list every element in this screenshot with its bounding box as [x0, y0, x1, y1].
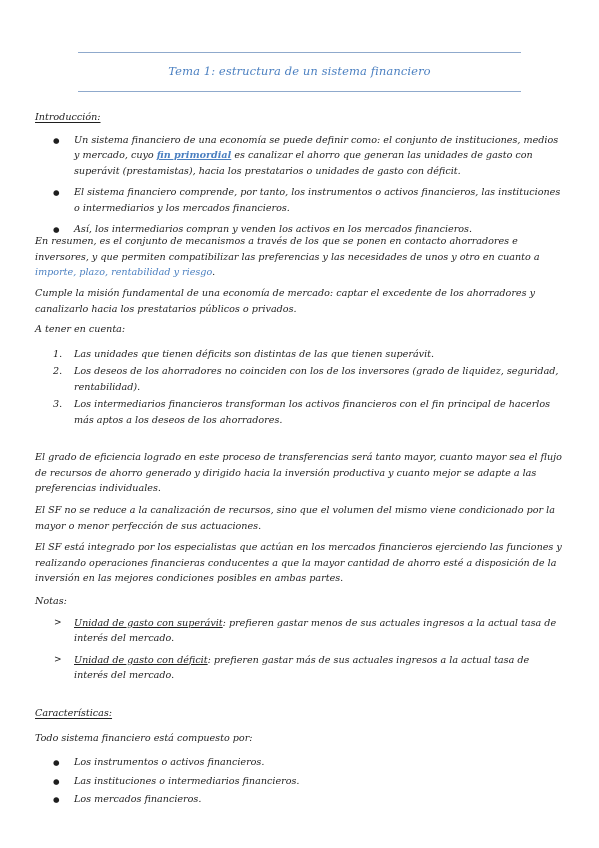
tener-item-1-num: 1. [53, 348, 63, 360]
nota-2-text: : prefieren gastar más de sus actuales ingresos a la actual tasa de interés del mercado. [74, 654, 530, 681]
mision-paragraph: Cumple la misión fundamental de una economía de mercado: captar el excedente de los ahorradores y canalizarlo hacia los prestatarios públicos o privados. [35, 288, 535, 315]
resumen-pre: En resumen, es el conjunto de mecanismos a través de los que se ponen en contacto ahorradores e inversores, y que permiten compatibilizar las preferencias y las necesidades de unos y otro en cuanto a [35, 236, 540, 263]
nota-1 [35, 616, 565, 647]
tener-section [35, 322, 565, 430]
intro-bullet-1 [35, 133, 565, 180]
nota-1-label: Unidad de gasto con superávit [74, 617, 223, 629]
notas-section [35, 594, 565, 690]
tener-item-3 [35, 397, 565, 428]
intro-bullet-1-post: es canalizar el ahorro que generan las unidades de gasto con superávit (prestamistas), hacia los prestatarios o unidades de gasto con déficit. [74, 150, 533, 177]
caracteristicas-item-3: ● Los mercados financieros. [35, 792, 565, 808]
nota-2 [35, 653, 565, 684]
tener-item-2-num: 2. [53, 366, 63, 377]
notas-heading: Notas: [35, 596, 67, 607]
tener-item-3-text: Los intermediarios financieros transforman los activos financieros con el fin principal de hacerlos más aptos a los deseos de los ahorradores. [74, 399, 551, 426]
resumen-paragraph [35, 234, 565, 281]
tener-list [35, 347, 565, 429]
intro-heading: Introducción: [35, 112, 101, 123]
caracteristicas-item-2: ● Las instituciones o intermediarios financieros. [35, 774, 565, 790]
nota-2-label: Unidad de gasto con déficit [74, 654, 208, 666]
tener-item-2-text: Los deseos de los ahorradores no coinciden con los de los inversores (grado de liquidez, seguridad, rentabilidad). [74, 366, 559, 393]
title-rule-top [78, 52, 521, 53]
intro-bullet-3: ● Así, los intermediarios compran y venden los activos en los mercados financieros. [35, 222, 565, 238]
tener-item-3-num: 3. [53, 399, 63, 410]
title-rule-bottom [78, 91, 521, 92]
page-title: Tema 1: estructura de un sistema financiero [168, 64, 431, 78]
eficiencia-paragraph: El grado de eficiencia logrado en este proceso de transferencias será tanto mayor, cuanto mayor sea el flujo de recursos de ahorro generado y dirigido hacia la inversión productiva y cuanto mejor se adapte a las preferencias individuales. [35, 452, 562, 494]
caracteristicas-item-1: ● Los instrumentos o activos financieros. [35, 755, 565, 771]
sf-integrado-paragraph: El SF está integrado por los especialistas que actúan en los mercados financieros ejerciendo las funciones y realizando operaciones financieras conducentes a que la mayor cantidad de ahorro esté a disposición de la inversión en las mejores condiciones posibles en ambas partes. [35, 542, 562, 584]
fin-primordial-highlight: fin primordial [156, 150, 232, 161]
caracteristicas-list [35, 755, 565, 808]
tener-item-2 [35, 364, 565, 395]
intro-bullet-2: ● El sistema financiero comprende, por tanto, los instrumentos o activos financieros, las instituciones o intermediarios y los mercados financieros. [35, 185, 565, 216]
resumen-highlight: importe, plazo, rentabilidad y riesgo [35, 267, 213, 278]
tener-item-1 [35, 347, 565, 363]
resumen-post: . [212, 267, 216, 278]
intro-bullet-1-pre: Un sistema financiero de una economía se puede definir como: el conjunto de instituciones, medios y mercado, cuyo [74, 134, 559, 161]
nota-1-text: : prefieren gastar menos de sus actuales ingresos a la actual tasa de interés del mercado. [74, 617, 557, 644]
caracteristicas-heading: Características: [35, 708, 113, 719]
intro-list [35, 133, 565, 238]
tener-item-1-text: Las unidades que tienen déficits son distintas de las que tienen superávit. [74, 348, 435, 360]
caracteristicas-intro: Todo sistema financiero está compuesto por: [35, 732, 253, 744]
tener-heading: A tener en cuenta: [35, 324, 126, 335]
intro-section [35, 110, 565, 244]
sf-canalizacion-paragraph: El SF no se reduce a la canalización de recursos, sino que el volumen del mismo viene condicionado por la mayor o menor perfección de sus actuaciones. [35, 505, 555, 532]
notas-list [35, 616, 565, 684]
caracteristicas-section [35, 706, 565, 811]
